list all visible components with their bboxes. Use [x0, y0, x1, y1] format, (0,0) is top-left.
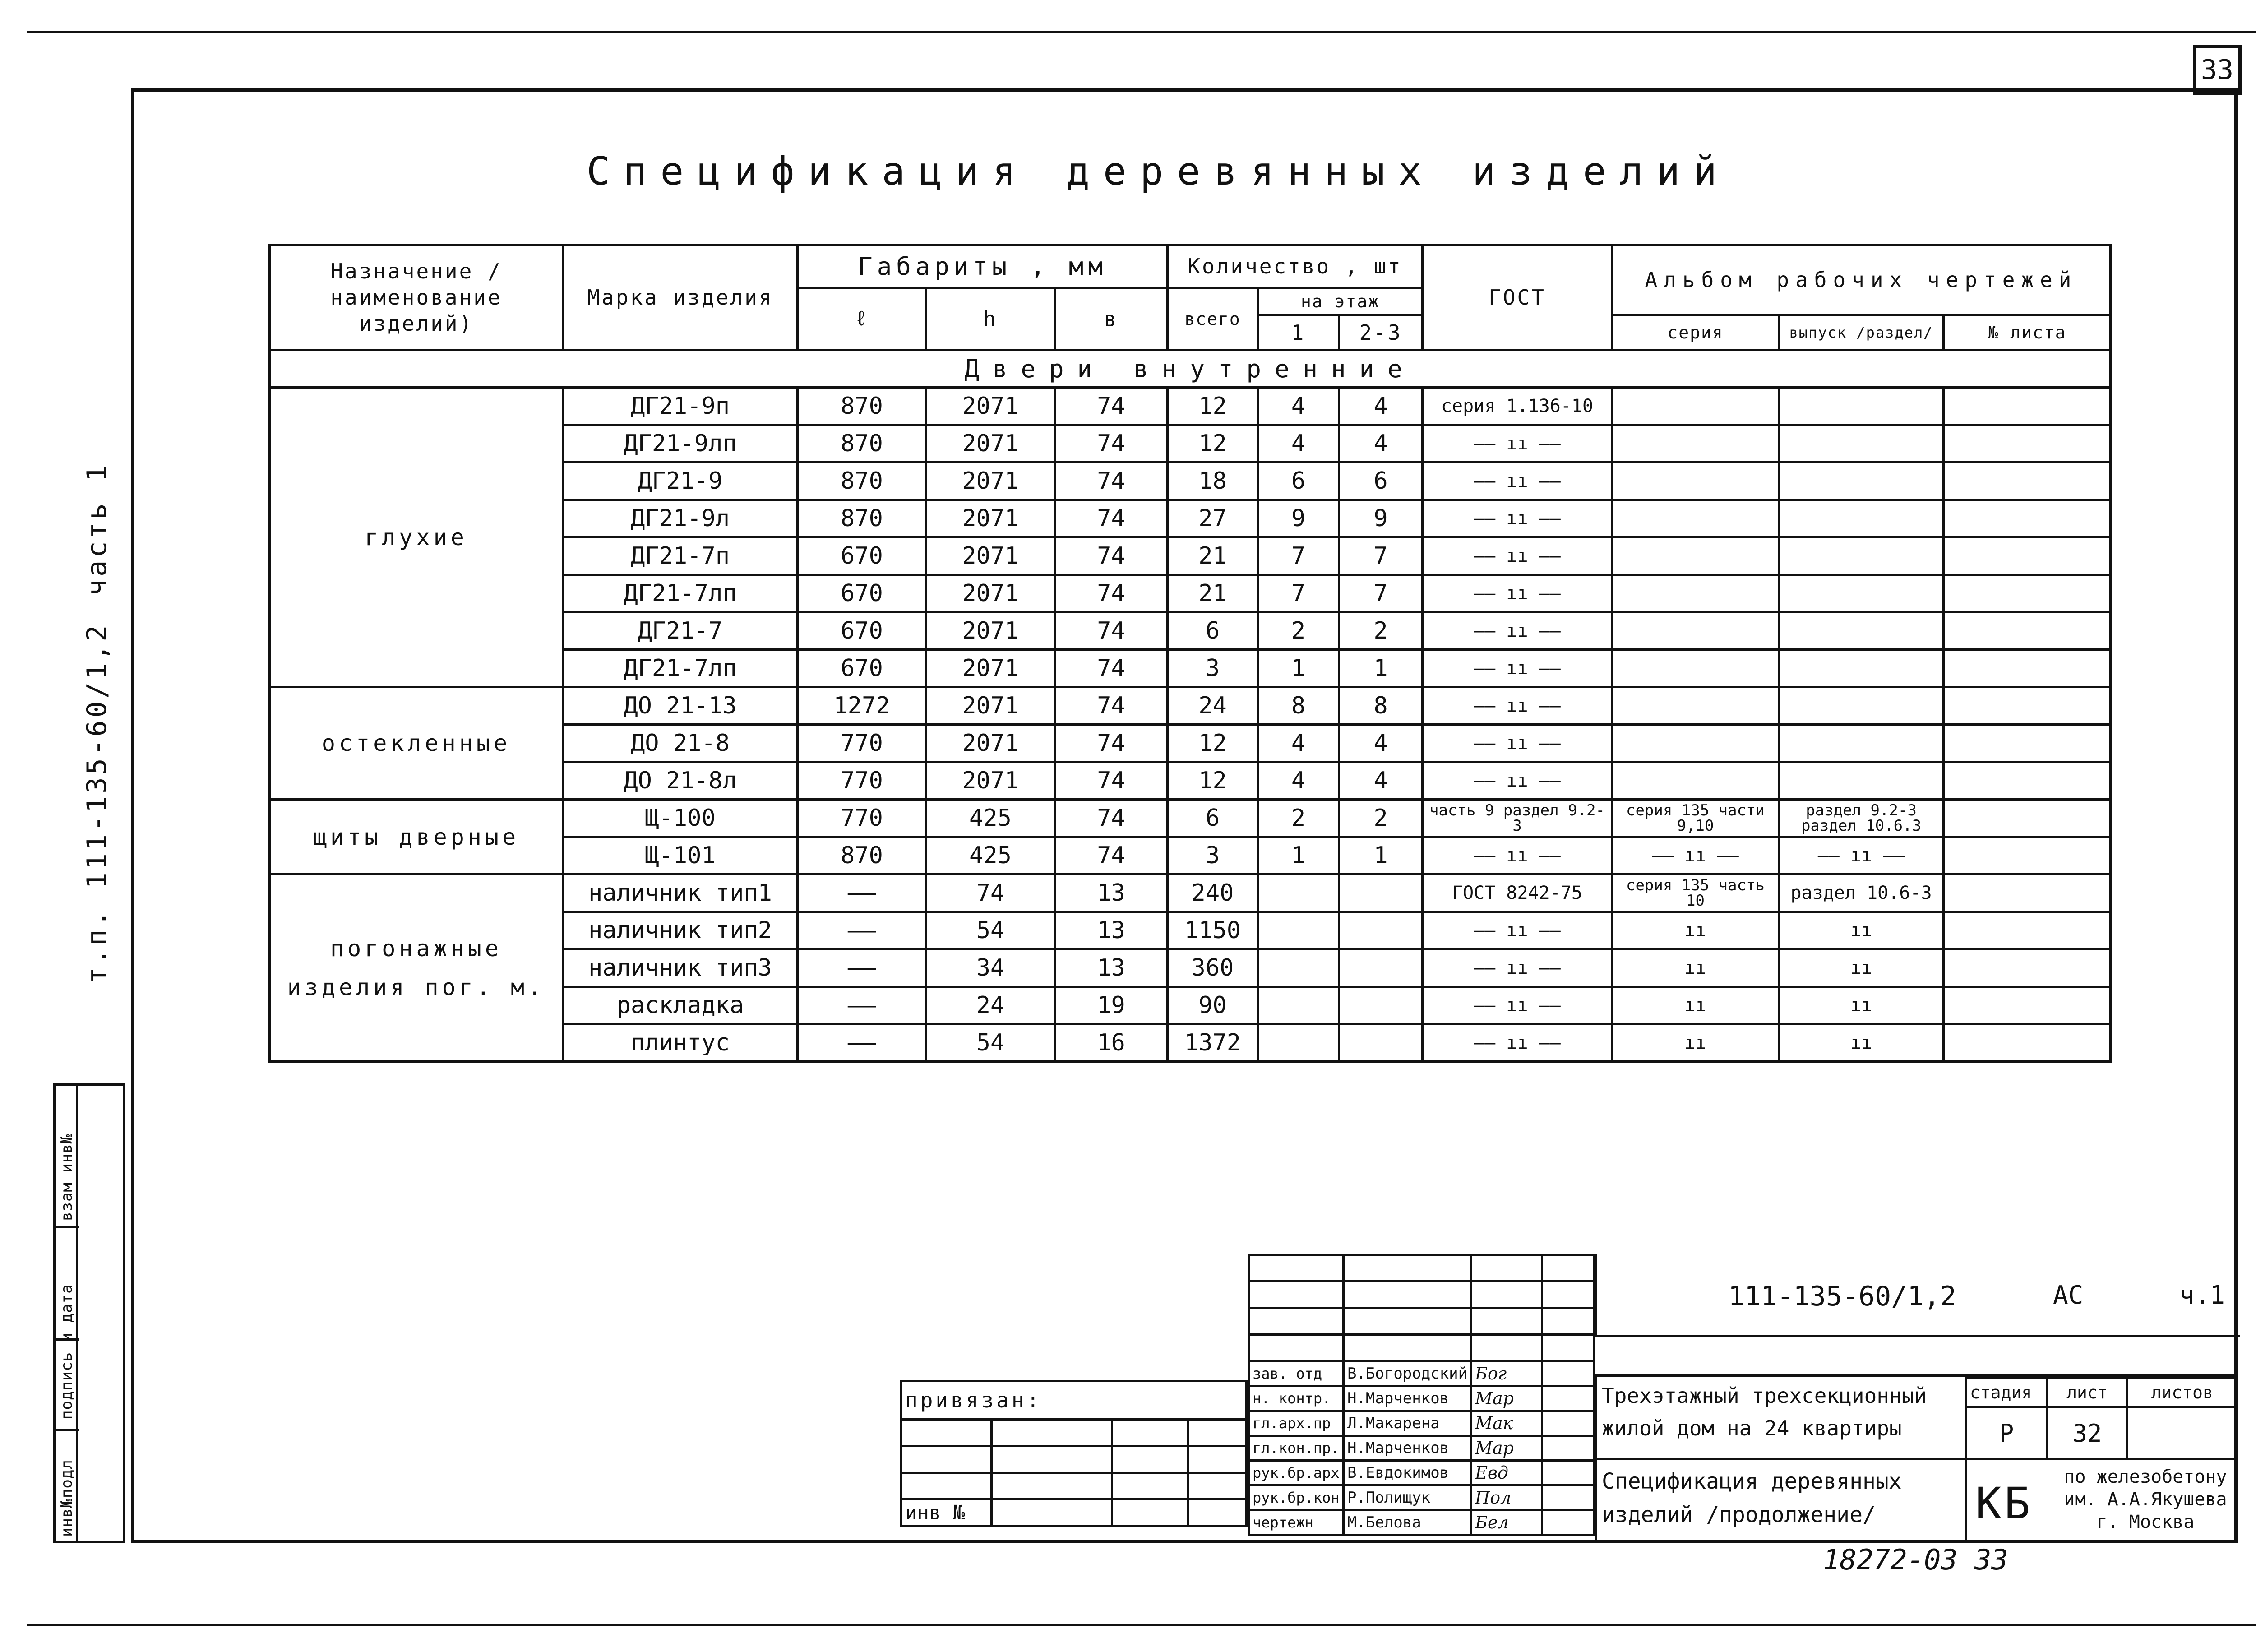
signature-role: зав. отд	[1249, 1361, 1344, 1386]
cell-dim-l: 670	[798, 537, 926, 575]
doc-mark: АС	[2053, 1281, 2084, 1310]
cell-dim-h: 2071	[926, 687, 1055, 725]
cell-dim-l: 870	[798, 837, 926, 875]
cell-mark: ДО 21-13	[563, 687, 798, 725]
cell-mark: раскладка	[563, 987, 798, 1024]
cell-dim-h: 74	[926, 875, 1055, 912]
signature-mark: Мар	[1471, 1386, 1542, 1411]
cell-dim-h: 34	[926, 949, 1055, 987]
cell-floor-1: 8	[1258, 687, 1339, 725]
cell-series	[1612, 425, 1779, 463]
sheet-title: Спецификация деревянных изделий /продолжение/	[1602, 1469, 1902, 1527]
header-qty-floor: на этаж	[1258, 288, 1423, 315]
cell-dim-l: 670	[798, 650, 926, 687]
cell-series	[1612, 650, 1779, 687]
sheet-value: 32	[2047, 1407, 2127, 1459]
cell-gost: —— ıı ——	[1423, 575, 1612, 612]
cell-gost: часть 9 раздел 9.2-3	[1423, 800, 1612, 837]
cell-dim-b: 19	[1055, 987, 1168, 1024]
cell-sheet	[1944, 875, 2111, 912]
cell-series: серия 135 часть 10	[1612, 875, 1779, 912]
cell-dim-h: 54	[926, 1024, 1055, 1062]
cell-gost: —— ıı ——	[1423, 949, 1612, 987]
cell-floor-1	[1258, 875, 1339, 912]
header-issue: выпуск /раздел/	[1779, 315, 1944, 350]
signature-date	[1542, 1361, 1594, 1386]
cell-issue	[1779, 463, 1944, 500]
cell-sheet	[1944, 425, 2111, 463]
cell-dim-b: 74	[1055, 725, 1168, 762]
cell-dim-l: 670	[798, 575, 926, 612]
cell-series	[1612, 725, 1779, 762]
signature-row	[1249, 1436, 1594, 1461]
cell-issue	[1779, 650, 1944, 687]
cell-dim-h: 425	[926, 800, 1055, 837]
header-album: Альбом рабочих чертежей	[1612, 245, 2111, 315]
cell-qty-total: 27	[1168, 500, 1258, 537]
cell-dim-h: 24	[926, 987, 1055, 1024]
cell-floor-23: 4	[1339, 762, 1423, 800]
privyazan-label: привязан:	[901, 1381, 1247, 1420]
cell-gost: —— ıı ——	[1423, 987, 1612, 1024]
doc-part: ч.1	[2179, 1281, 2225, 1310]
signature-mark: Бог	[1471, 1361, 1542, 1386]
cell-floor-23: 2	[1339, 612, 1423, 650]
signature-row	[1249, 1485, 1594, 1510]
cell-dim-h: 2071	[926, 650, 1055, 687]
cell-dim-b: 74	[1055, 687, 1168, 725]
group-name: глухие	[270, 388, 563, 687]
header-qty: Количество , шт	[1168, 245, 1423, 288]
signature-row	[1249, 1386, 1594, 1411]
header-dims: Габариты , мм	[798, 245, 1168, 288]
cell-mark: ДГ21-7п	[563, 537, 798, 575]
cell-floor-1: 7	[1258, 537, 1339, 575]
cell-sheet	[1944, 612, 2111, 650]
doc-code: 111-135-60/1,2	[1728, 1281, 1956, 1312]
cell-qty-total: 12	[1168, 762, 1258, 800]
cell-dim-l: ——	[798, 1024, 926, 1062]
cell-floor-23: 4	[1339, 725, 1423, 762]
cell-dim-h: 2071	[926, 762, 1055, 800]
cell-issue	[1779, 500, 1944, 537]
cell-gost: ГОСТ 8242-75	[1423, 875, 1612, 912]
header-dim-h: h	[926, 288, 1055, 350]
table-row	[270, 875, 2111, 912]
cell-dim-l: 770	[798, 800, 926, 837]
header-series: серия	[1612, 315, 1779, 350]
cell-qty-total: 18	[1168, 463, 1258, 500]
header-gost: ГОСТ	[1423, 245, 1612, 350]
cell-dim-h: 54	[926, 912, 1055, 949]
signature-name: М.Белова	[1343, 1510, 1471, 1535]
cell-sheet	[1944, 837, 2111, 875]
cell-mark: ДГ21-7лп	[563, 575, 798, 612]
signature-date	[1542, 1461, 1594, 1485]
cell-floor-1	[1258, 949, 1339, 987]
page-title: Спецификация деревянных изделий	[587, 149, 1731, 194]
signature-mark: Евд	[1471, 1461, 1542, 1485]
cell-floor-1: 4	[1258, 388, 1339, 425]
cell-dim-l: ——	[798, 987, 926, 1024]
signature-date	[1542, 1485, 1594, 1510]
cell-mark: ДГ21-9	[563, 463, 798, 500]
header-floor-23: 2-3	[1339, 315, 1423, 350]
cell-dim-h: 2071	[926, 537, 1055, 575]
cell-floor-1: 2	[1258, 800, 1339, 837]
cell-sheet	[1944, 912, 2111, 949]
signature-mark: Мар	[1471, 1436, 1542, 1461]
cell-dim-b: 74	[1055, 463, 1168, 500]
signature-mark: Мак	[1471, 1411, 1542, 1436]
cell-mark: ДГ21-9лп	[563, 425, 798, 463]
cell-sheet	[1944, 388, 2111, 425]
cell-qty-total: 6	[1168, 800, 1258, 837]
signature-date	[1542, 1510, 1594, 1535]
cell-floor-1: 9	[1258, 500, 1339, 537]
cell-dim-b: 74	[1055, 575, 1168, 612]
cell-qty-total: 12	[1168, 388, 1258, 425]
cell-gost: —— ıı ——	[1423, 687, 1612, 725]
cell-dim-b: 74	[1055, 762, 1168, 800]
header-floor-1: 1	[1258, 315, 1339, 350]
cell-gost: —— ıı ——	[1423, 650, 1612, 687]
cell-gost: —— ıı ——	[1423, 537, 1612, 575]
cell-mark: наличник тип2	[563, 912, 798, 949]
cell-issue: ıı	[1779, 1024, 1944, 1062]
cell-floor-23: 9	[1339, 500, 1423, 537]
signature-name: В.Евдокимов	[1343, 1461, 1471, 1485]
cell-gost: —— ıı ——	[1423, 912, 1612, 949]
cell-dim-b: 74	[1055, 612, 1168, 650]
cell-qty-total: 240	[1168, 875, 1258, 912]
cell-sheet	[1944, 987, 2111, 1024]
cell-floor-23: 2	[1339, 800, 1423, 837]
cell-floor-1: 2	[1258, 612, 1339, 650]
org-box	[1965, 1460, 2240, 1543]
cell-floor-23: 1	[1339, 650, 1423, 687]
cell-series	[1612, 500, 1779, 537]
cell-dim-h: 2071	[926, 575, 1055, 612]
cell-dim-l: 870	[798, 500, 926, 537]
cell-floor-23: 7	[1339, 575, 1423, 612]
cell-issue: ıı	[1779, 949, 1944, 987]
signature-date	[1542, 1411, 1594, 1436]
project-name: Трехэтажный трехсекционный жилой дом на 24 квартиры	[1602, 1384, 1927, 1440]
cell-issue	[1779, 725, 1944, 762]
cell-issue	[1779, 687, 1944, 725]
cell-dim-l: ——	[798, 949, 926, 987]
cell-dim-l: 870	[798, 463, 926, 500]
cell-sheet	[1944, 687, 2111, 725]
cell-series: —— ıı ——	[1612, 837, 1779, 875]
cell-gost: —— ıı ——	[1423, 837, 1612, 875]
cell-series: ıı	[1612, 912, 1779, 949]
cell-issue	[1779, 575, 1944, 612]
header-dim-l: ℓ	[798, 288, 926, 350]
cell-issue: —— ıı ——	[1779, 837, 1944, 875]
cell-floor-23	[1339, 987, 1423, 1024]
side-label-code: т.п. 111-135-60/1,2	[81, 622, 113, 984]
cell-qty-total: 24	[1168, 687, 1258, 725]
signature-role: рук.бр.арх	[1249, 1461, 1344, 1485]
cell-sheet	[1944, 463, 2111, 500]
cell-issue: раздел 9.2-3 раздел 10.6.3	[1779, 800, 1944, 837]
header-purpose: Назначение /наименование изделий)	[270, 245, 563, 350]
signature-row	[1249, 1411, 1594, 1436]
cell-mark: ДГ21-9л	[563, 500, 798, 537]
group-name: остекленные	[270, 687, 563, 800]
cell-dim-l: 870	[798, 425, 926, 463]
cell-floor-23: 1	[1339, 837, 1423, 875]
signature-row	[1249, 1461, 1594, 1485]
cell-sheet	[1944, 762, 2111, 800]
cell-dim-b: 16	[1055, 1024, 1168, 1062]
cell-issue: ıı	[1779, 912, 1944, 949]
cell-dim-b: 74	[1055, 837, 1168, 875]
cell-dim-b: 13	[1055, 949, 1168, 987]
header-dim-b: в	[1055, 288, 1168, 350]
cell-mark: Щ-100	[563, 800, 798, 837]
signature-row	[1249, 1510, 1594, 1535]
project-box	[1595, 1377, 1967, 1460]
org-name: по железобетону им. А.А.Якушева г. Москва	[2064, 1467, 2227, 1532]
stage-value: Р	[1966, 1407, 2047, 1459]
cell-sheet	[1944, 500, 2111, 537]
cell-series: ıı	[1612, 1024, 1779, 1062]
title-block	[900, 1254, 2238, 1543]
cell-mark: плинтус	[563, 1024, 798, 1062]
cell-dim-b: 13	[1055, 875, 1168, 912]
cell-issue: ıı	[1779, 987, 1944, 1024]
cell-dim-b: 74	[1055, 500, 1168, 537]
cell-qty-total: 12	[1168, 425, 1258, 463]
cell-gost: —— ıı ——	[1423, 463, 1612, 500]
stamp-inv-no: инв№подл	[58, 1459, 76, 1537]
cell-qty-total: 1372	[1168, 1024, 1258, 1062]
signature-date	[1542, 1436, 1594, 1461]
cell-sheet	[1944, 537, 2111, 575]
cell-series: серия 135 части 9,10	[1612, 800, 1779, 837]
cell-qty-total: 21	[1168, 537, 1258, 575]
cell-floor-1: 1	[1258, 837, 1339, 875]
cell-sheet	[1944, 1024, 2111, 1062]
cell-floor-23	[1339, 912, 1423, 949]
cell-dim-l: 1272	[798, 687, 926, 725]
cell-floor-23: 7	[1339, 537, 1423, 575]
top-border-line	[27, 31, 2256, 33]
cell-qty-total: 21	[1168, 575, 1258, 612]
cell-qty-total: 12	[1168, 725, 1258, 762]
sheets-label: листов	[2127, 1378, 2237, 1407]
cell-qty-total: 3	[1168, 650, 1258, 687]
cell-qty-total: 6	[1168, 612, 1258, 650]
stage-label: стадия	[1966, 1378, 2047, 1407]
cell-floor-23	[1339, 1024, 1423, 1062]
signature-name: Н.Марченков	[1343, 1386, 1471, 1411]
cell-issue: раздел 10.6-3	[1779, 875, 1944, 912]
signature-row	[1249, 1361, 1594, 1386]
cell-dim-h: 2071	[926, 425, 1055, 463]
cell-gost: —— ıı ——	[1423, 425, 1612, 463]
cell-dim-b: 74	[1055, 537, 1168, 575]
spec-table	[268, 244, 2112, 1063]
cell-floor-23: 8	[1339, 687, 1423, 725]
signature-mark: Пол	[1471, 1485, 1542, 1510]
cell-sheet	[1944, 650, 2111, 687]
cell-issue	[1779, 425, 1944, 463]
privyazan-table	[900, 1380, 1248, 1527]
cell-dim-h: 2071	[926, 388, 1055, 425]
stamp-sign-date: подпись и дата	[58, 1284, 76, 1420]
archive-number: 18272-03 33	[1823, 1543, 2008, 1576]
header-qty-total: всего	[1168, 288, 1258, 350]
cell-gost: —— ıı ——	[1423, 1024, 1612, 1062]
sheet-title-box	[1595, 1460, 1967, 1543]
cell-issue	[1779, 612, 1944, 650]
cell-floor-1: 4	[1258, 425, 1339, 463]
cell-series: ıı	[1612, 987, 1779, 1024]
cell-qty-total: 1150	[1168, 912, 1258, 949]
signature-role: рук.бр.кон	[1249, 1485, 1344, 1510]
cell-gost: серия 1.136-10	[1423, 388, 1612, 425]
table-row	[270, 687, 2111, 725]
stage-table	[1965, 1377, 2238, 1460]
cell-mark: ДО 21-8	[563, 725, 798, 762]
signature-name: Л.Макарена	[1343, 1411, 1471, 1436]
cell-floor-1: 4	[1258, 762, 1339, 800]
table-row	[270, 800, 2111, 837]
cell-series	[1612, 388, 1779, 425]
cell-dim-h: 2071	[926, 725, 1055, 762]
cell-mark: ДГ21-9п	[563, 388, 798, 425]
cell-sheet	[1944, 725, 2111, 762]
signature-mark: Бел	[1471, 1510, 1542, 1535]
cell-floor-1: 4	[1258, 725, 1339, 762]
cell-floor-1: 6	[1258, 463, 1339, 500]
cell-floor-23	[1339, 949, 1423, 987]
group-name: погонажные изделия пог. м.	[270, 875, 563, 1062]
cell-mark: наличник тип3	[563, 949, 798, 987]
code-box	[1595, 1254, 2240, 1337]
cell-floor-1	[1258, 987, 1339, 1024]
bottom-border-line	[27, 1624, 2256, 1626]
header-sheet: № листа	[1944, 315, 2111, 350]
sheet-label: лист	[2047, 1378, 2127, 1407]
cell-mark: ДГ21-7лп	[563, 650, 798, 687]
cell-dim-l: ——	[798, 875, 926, 912]
cell-dim-h: 2071	[926, 500, 1055, 537]
cell-series	[1612, 762, 1779, 800]
cell-dim-b: 74	[1055, 425, 1168, 463]
cell-qty-total: 90	[1168, 987, 1258, 1024]
cell-dim-h: 2071	[926, 463, 1055, 500]
cell-dim-h: 425	[926, 837, 1055, 875]
cell-series	[1612, 575, 1779, 612]
cell-qty-total: 3	[1168, 837, 1258, 875]
cell-dim-l: 870	[798, 388, 926, 425]
cell-dim-l: ——	[798, 912, 926, 949]
cell-floor-23	[1339, 875, 1423, 912]
signature-name: Р.Полищук	[1343, 1485, 1471, 1510]
cell-gost: —— ıı ——	[1423, 612, 1612, 650]
cell-series	[1612, 687, 1779, 725]
side-stamp	[53, 1083, 125, 1543]
cell-dim-b: 13	[1055, 912, 1168, 949]
cell-mark: ДО 21-8л	[563, 762, 798, 800]
cell-floor-23: 4	[1339, 425, 1423, 463]
cell-series: ıı	[1612, 949, 1779, 987]
cell-floor-1: 1	[1258, 650, 1339, 687]
signature-role: чертежн	[1249, 1510, 1344, 1535]
page-number: 33	[2193, 45, 2242, 95]
cell-issue	[1779, 537, 1944, 575]
cell-issue	[1779, 388, 1944, 425]
cell-gost: —— ıı ——	[1423, 725, 1612, 762]
signature-name: Н.Марченков	[1343, 1436, 1471, 1461]
group-name: щиты дверные	[270, 800, 563, 875]
signature-table	[1248, 1254, 1595, 1536]
cell-series	[1612, 463, 1779, 500]
cell-sheet	[1944, 800, 2111, 837]
cell-floor-1: 7	[1258, 575, 1339, 612]
side-label-part: часть 1	[81, 463, 113, 596]
cell-gost: —— ıı ——	[1423, 500, 1612, 537]
cell-dim-h: 2071	[926, 612, 1055, 650]
cell-sheet	[1944, 949, 2111, 987]
cell-dim-b: 74	[1055, 388, 1168, 425]
signature-role: н. контр.	[1249, 1386, 1344, 1411]
header-mark: Марка изделия	[563, 245, 798, 350]
cell-mark: ДГ21-7	[563, 612, 798, 650]
cell-dim-b: 74	[1055, 650, 1168, 687]
stamp-replace-inv: взам инв№	[58, 1134, 76, 1221]
signature-date	[1542, 1386, 1594, 1411]
cell-dim-l: 670	[798, 612, 926, 650]
table-row	[270, 388, 2111, 425]
cell-qty-total: 360	[1168, 949, 1258, 987]
cell-series	[1612, 537, 1779, 575]
cell-floor-23: 4	[1339, 388, 1423, 425]
cell-dim-l: 770	[798, 725, 926, 762]
signature-role: гл.кон.пр.	[1249, 1436, 1344, 1461]
cell-issue	[1779, 762, 1944, 800]
cell-floor-23: 6	[1339, 463, 1423, 500]
cell-gost: —— ıı ——	[1423, 762, 1612, 800]
section-doors: Двери внутренние	[270, 350, 2111, 388]
cell-mark: наличник тип1	[563, 875, 798, 912]
cell-floor-1	[1258, 1024, 1339, 1062]
cell-sheet	[1944, 575, 2111, 612]
signature-name: В.Богородский	[1343, 1361, 1471, 1386]
cell-floor-1	[1258, 912, 1339, 949]
cell-series	[1612, 612, 1779, 650]
cell-mark: Щ-101	[563, 837, 798, 875]
signature-role: гл.арх.пр	[1249, 1411, 1344, 1436]
org-logo: КБ	[1975, 1478, 2033, 1529]
inv-no-label: инв №	[901, 1499, 992, 1526]
cell-dim-b: 74	[1055, 800, 1168, 837]
cell-dim-l: 770	[798, 762, 926, 800]
